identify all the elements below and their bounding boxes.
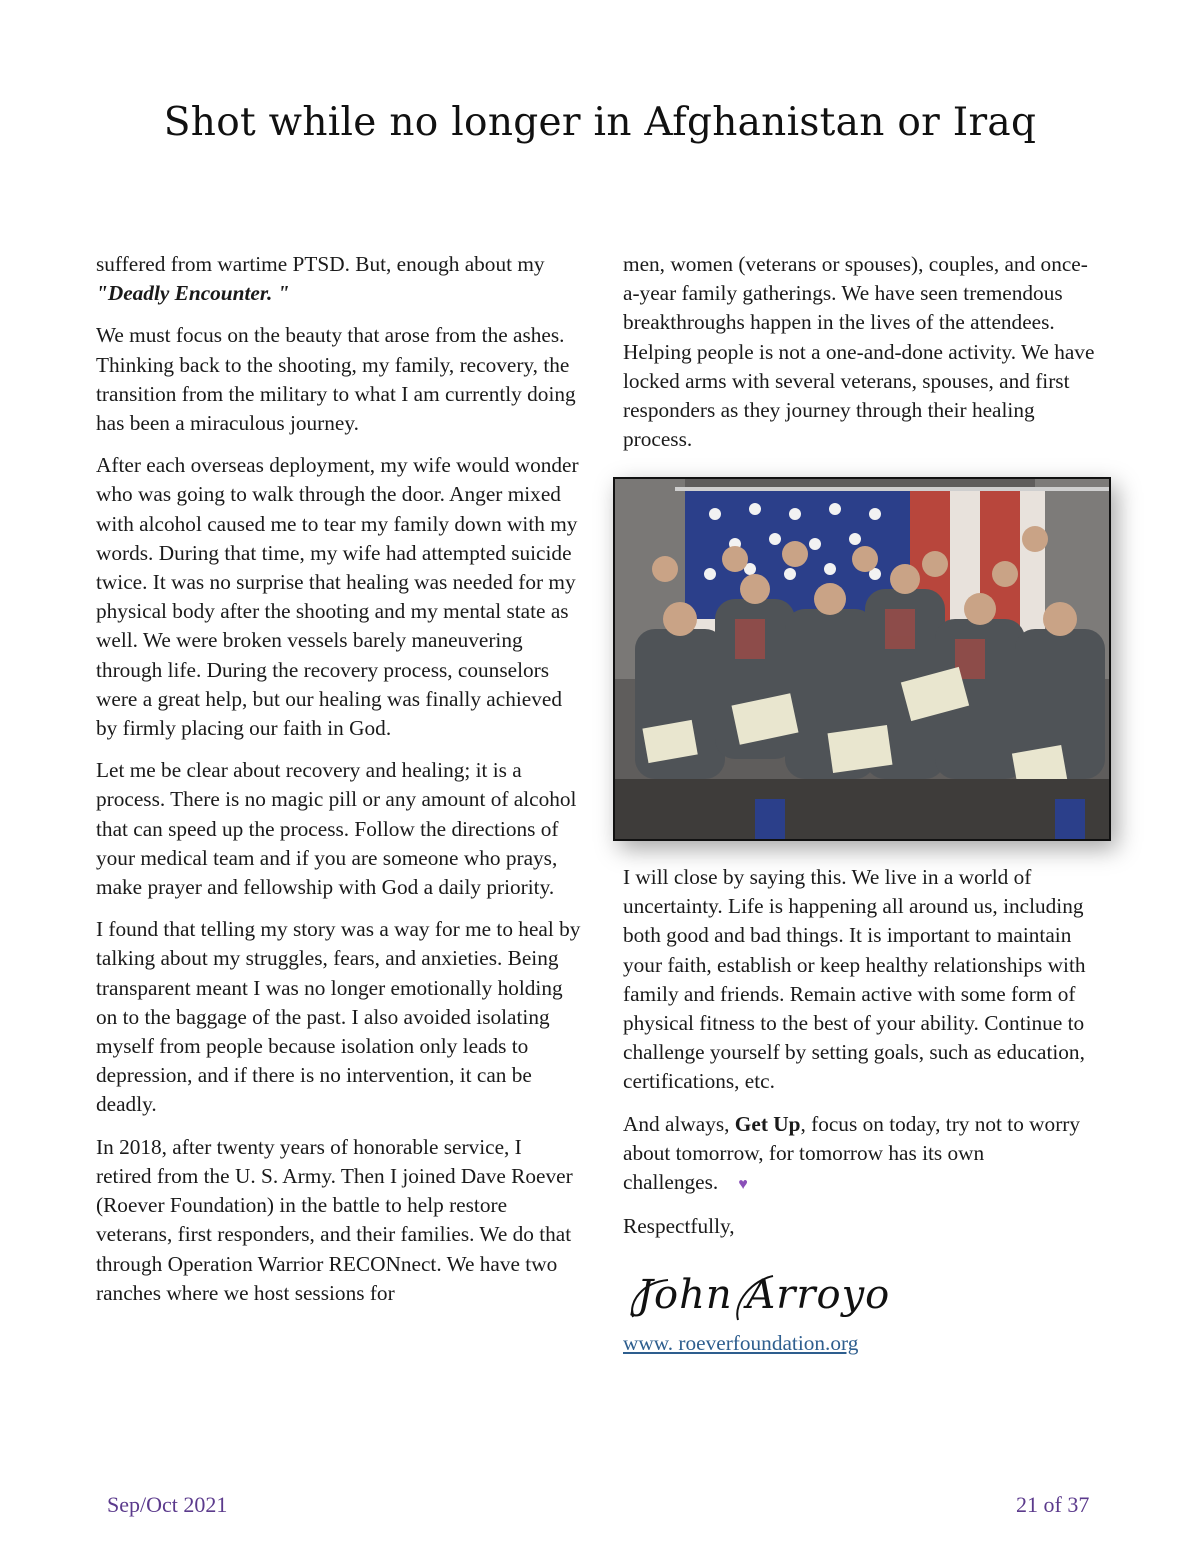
signature [623,1262,923,1332]
paragraph: After each overseas deployment, my wife would wonder who was going to walk through the door. Anger mixed with alcohol caused me to tear my family down with my words. During that time, my wife had attempted suicide twice. It was no surprise that healing was needed for my physical body after the shooting and my mental state as well. We were broken vessels barely maneuvering through life. During the recovery process, counselors were a great help, but our healing was finally achieved by firmly placing our faith in God. [96,453,579,741]
paragraph-text: suffered from wartime PTSD. But, enough about my [96,252,545,276]
right-column-bottom [623,863,1103,1254]
get-up-emphasis: Get Up [734,1111,801,1136]
paragraph [96,250,582,308]
right-column-top [623,250,1103,467]
group-photo-image [615,479,1109,839]
paragraph: In 2018, after twenty years of honorable service, I retired from the U. S. Army. Then I joined Dave Roever (Roever Foundation) in the battle to help restore veterans, first responders, and their families. We do that through Operation Warrior RECONnect. We have two ranches where we host sessions for [96,1134,573,1305]
paragraph [623,1110,1103,1200]
closing: Respectfully, [623,1214,735,1239]
paragraph: We must focus on the beauty that arose from the ashes. Thinking back to the shooting, my family, recovery, the transition from the military to what I am currently doing has been a miraculous journey. [96,323,576,436]
left-column [96,250,582,1321]
paragraph: men, women (veterans or spouses), couples, and once-a-year family gatherings. We have seen tremendous breakthroughs happen in the lives of the attendees. Helping people is not a one-and-done activity. We have locked arms with several veterans, spouses, and first responders as they journey through their healing process. [623,252,1095,452]
group-photo [613,477,1111,841]
page-title: Shot while no longer in Afghanistan or Iraq [163,100,1037,145]
signature-text: John Arroyo [637,1272,891,1318]
footer-issue: Sep/Oct 2021 [107,1492,228,1517]
paragraph: Let me be clear about recovery and healing; it is a process. There is no magic pill or any amount of alcohol that can speed up the process. Follow the directions of your medical team and if you are someone who prays, make prayer and fellowship with God a daily priority. [96,758,577,900]
paragraph: I found that telling my story was a way for me to heal by talking about my struggles, fears, and anxieties. Being transparent meant I was no longer emotionally holding on to the baggage of the past. I also avoided isolating myself from people because isolation only leads to depression, and if there is no intervention, it can be deadly. [96,917,581,1117]
paragraph: I will close by saying this. We live in a world of uncertainty. Life is happening all around us, including both good and bad things. It is important to maintain your faith, establish or keep healthy relationships with family and friends. Remain active with some form of physical fitness to the best of your ability. Continue to challenge yourself by setting goals, such as education, certifications, etc. [623,865,1086,1094]
website-link[interactable]: www. roeverfoundation.org [623,1331,859,1355]
heart-icon: ♥ [738,1176,748,1194]
paragraph-text: , focus on today, try not to worry about tomorrow, for tomorrow has its own challenges. [623,1111,1081,1195]
paragraph-text: And always, [623,1111,735,1136]
emphasis-title: "Deadly Encounter. " [96,281,290,306]
footer-page-number: 21 of 37 [1016,1492,1090,1517]
